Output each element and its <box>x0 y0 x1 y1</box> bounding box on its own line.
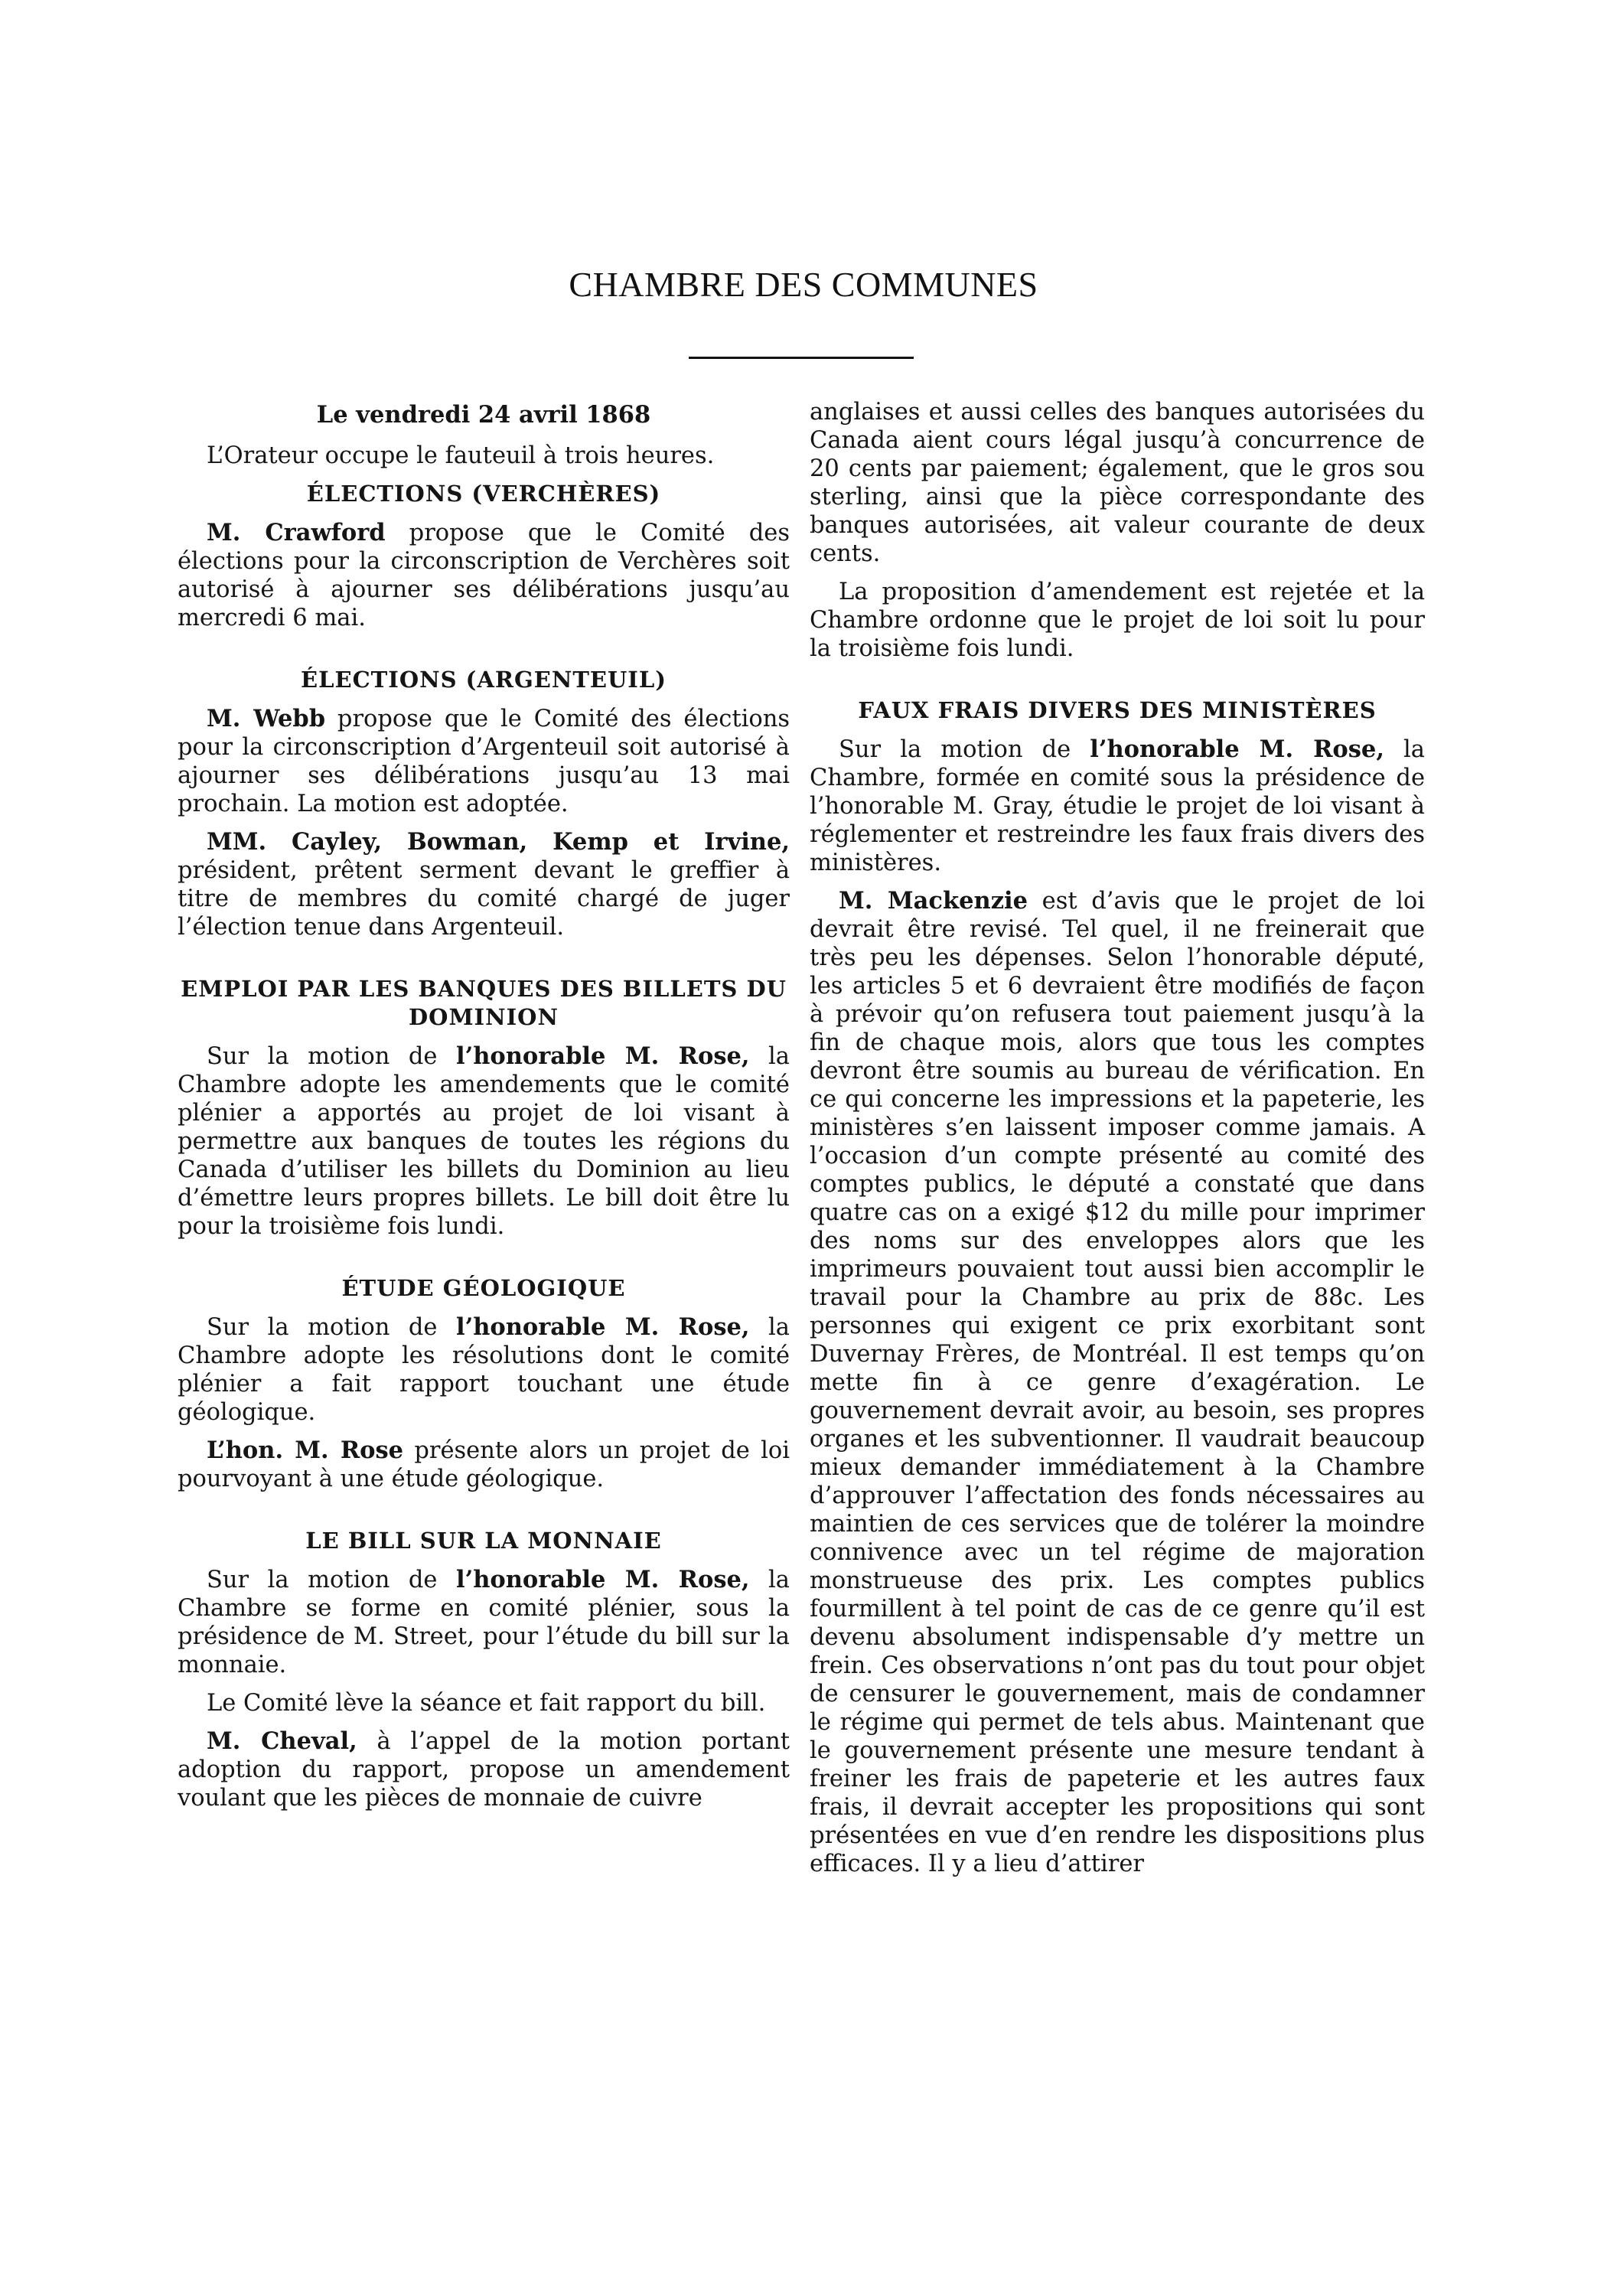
paragraph-cheval <box>178 1727 790 1812</box>
speaker-name: L’hon. M. Rose <box>207 1437 404 1464</box>
title-rule <box>689 357 914 359</box>
paragraph-faux-frais <box>810 735 1425 877</box>
heading-bill-monnaie: LE BILL SUR LA MONNAIE <box>305 1528 662 1554</box>
heading-elections-vercheres: ÉLECTIONS (VERCHÈRES) <box>306 481 661 507</box>
speaker-name: M. Crawford <box>207 519 386 546</box>
paragraph-orateur: L’Orateur occupe le fauteuil à trois heures. <box>207 442 715 469</box>
speaker-name: l’honorable M. Rose, <box>456 1566 750 1593</box>
paragraph-rejet: La proposition d’amendement est rejetée et la Chambre ordonne que le projet de loi soit lu pour la troisième fois lundi. <box>810 579 1425 662</box>
page-title: CHAMBRE DES COMMUNES <box>569 265 1038 304</box>
left-column <box>178 398 790 1822</box>
paragraph-text: Sur la motion de <box>207 1314 456 1341</box>
heading-elections-argenteuil: ÉLECTIONS (ARGENTEUIL) <box>301 667 667 693</box>
heading-emploi-billets: EMPLOI PAR LES BANQUES DES BILLETS DU DOMINION <box>181 976 787 1030</box>
paragraph-text: est d’avis que le projet de loi devrait être revisé. Tel quel, il ne freinerait que très peu les dépenses. Selon l’honorable député, les articles 5 et 6 devraient être modifiés de façon à prévoir qu’on refusera tout paiement jusqu’à la fin de chaque mois, alors que tous les comptes devront être soumis au bureau de vérification. En ce qui concerne les impressions et la papeterie, les ministères s’en laissent imposer comme jamais. A l’occasion d’un compte présenté au comité des comptes publics, le député a constaté que dans quatre cas on a exigé $12 du mille pour imprimer des noms sur des enveloppes alors que les imprimeurs pouvaient tout aussi bien accomplir le travail pour la Chambre au prix de 88c. Les personnes qui exigent ce prix exorbitant sont Duvernay Frères, de Montréal. Il est temps qu’on mette fin à ce genre d’exagération. Le gouvernement devrait avoir, au besoin, ses propres organes et les subventionner. Il vaudrait beaucoup mieux demander immédiatement à la Chambre d’approuver l’affectation des fonds nécessaires au maintien de ces services que de tolérer la moindre connivence avec un tel régime de majoration monstrueuse des prix. Les comptes publics fourmillent à tel point de cas de ce genre qu’il est devenu absolument indispensable d’y mettre un frein. Ces observations n’ont pas du tout pour objet de censurer le gouvernement, mais de condamner le régime qui permet de tels abus. Maintenant que le gouvernement présente une mesure tendant à freiner les frais de papeterie et les autres faux frais, il devrait accepter les propositions qui sont présentées en vue d’en rendre les dispositions plus efficaces. Il y a lieu d’attirer <box>810 888 1426 1877</box>
speaker-names: MM. Cayley, Bowman, Kemp et Irvine, <box>207 828 790 856</box>
paragraph-monnaie <box>178 1566 790 1679</box>
paragraph-text: présente alors un projet de loi pourvoyant à une étude géologique. <box>178 1437 790 1492</box>
speaker-name: M. Cheval, <box>207 1727 357 1755</box>
paragraph-rose-projet <box>178 1437 790 1493</box>
paragraph-webb <box>178 705 790 818</box>
paragraph-continuation: anglaises et aussi celles des banques autorisées du Canada aient cours légal jusqu’à concurrence de 20 cents par paiement; également, que le gros sou sterling, ainsi que la pièce correspondante des banques autorisées, ait valeur courante de deux cents. <box>810 399 1425 567</box>
session-date: Le vendredi 24 avril 1868 <box>316 401 651 429</box>
heading-etude-geologique: ÉTUDE GÉOLOGIQUE <box>341 1275 626 1301</box>
speaker-name: M. Webb <box>207 705 326 732</box>
right-column <box>810 398 1425 1888</box>
paragraph-serment <box>178 828 790 941</box>
paragraph-crawford <box>178 519 790 632</box>
paragraph-billets <box>178 1042 790 1241</box>
paragraph-text: la Chambre adopte les résolutions dont le comité plénier a fait rapport touchant une étude géologique. <box>178 1314 790 1426</box>
speaker-name: l’honorable M. Rose, <box>1090 735 1384 763</box>
speaker-name: l’honorable M. Rose, <box>456 1042 750 1070</box>
paragraph-text: à l’appel de la motion portant adoption du rapport, propose un amendement voulant que les pièces de monnaie de cuivre <box>178 1728 790 1812</box>
paragraph-geologique <box>178 1313 790 1427</box>
paragraph-text: la Chambre, formée en comité sous la présidence de l’honorable M. Gray, étudie le projet de loi visant à réglementer et restreindre les faux frais divers des ministères. <box>810 736 1425 876</box>
paragraph-text: propose que le Comité des élections pour la circonscription de Verchères soit autorisé à ajourner ses délibérations jusqu’au mercredi 6 mai. <box>178 520 790 631</box>
paragraph-text: Sur la motion de <box>207 1043 456 1070</box>
paragraph-text: Sur la motion de <box>207 1567 456 1593</box>
paragraph-text: la Chambre se forme en comité plénier, sous la présidence de M. Street, pour l’étude du bill sur la monnaie. <box>178 1567 790 1678</box>
heading-faux-frais: FAUX FRAIS DIVERS DES MINISTÈRES <box>858 697 1377 723</box>
paragraph-mackenzie <box>810 887 1425 1878</box>
paragraph-comite: Le Comité lève la séance et fait rapport du bill. <box>207 1690 766 1717</box>
speaker-name: M. Mackenzie <box>839 887 1028 915</box>
paragraph-text: Sur la motion de <box>839 736 1090 763</box>
paragraph-text: président, prêtent serment devant le greffier à titre de membres du comité chargé de juger l’élection tenue dans Argenteuil. <box>178 857 790 941</box>
paragraph-text: la Chambre adopte les amendements que le comité plénier a apportés au projet de loi visant à permettre aux banques de toutes les régions du Canada d’utiliser les billets du Dominion au lieu d’émettre leurs propres billets. Le bill doit être lu pour la troisième fois lundi. <box>178 1043 790 1240</box>
paragraph-text: propose que le Comité des élections pour la circonscription d’Argenteuil soit autorisé à ajourner ses délibérations jusqu’au 13 mai prochain. La motion est adoptée. <box>178 706 790 817</box>
speaker-name: l’honorable M. Rose, <box>456 1313 750 1341</box>
